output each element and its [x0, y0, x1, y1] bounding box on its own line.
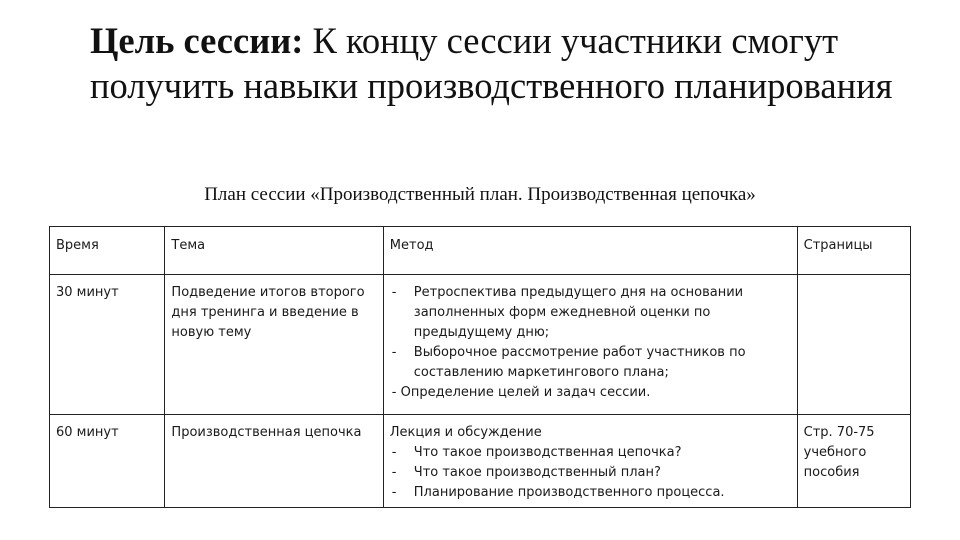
- method-item-text: - Определение целей и задач сессии.: [391, 385, 651, 400]
- table-row: [50, 415, 911, 508]
- method-item-text: Выборочное рассмотрение работ участников по составлению маркетингового плана;: [413, 345, 746, 380]
- table-row: [50, 275, 911, 415]
- table-header-row: [50, 227, 911, 275]
- row-topic: Производственная цепочка: [165, 415, 383, 508]
- row-method: [383, 415, 797, 508]
- row-topic: Подведение итогов второго дня тренинга и введение в новую тему: [165, 275, 383, 415]
- header-method: Метод: [383, 227, 797, 275]
- header-topic: Тема: [165, 227, 383, 275]
- header-time: Время: [50, 227, 165, 275]
- row-pages: [797, 275, 910, 415]
- row-method: [383, 275, 797, 415]
- method-list: [390, 443, 791, 503]
- method-item-text: Ретроспектива предыдущего дня на основании заполненных форм ежедневной оценки по предыдущему дню;: [413, 285, 744, 340]
- row-time: 60 минут: [50, 415, 165, 508]
- row-time: 30 минут: [50, 275, 165, 415]
- method-item: [390, 283, 791, 343]
- dash-marker: -: [391, 465, 397, 480]
- method-item-text: Что такое производственный план?: [413, 465, 661, 480]
- header-pages: Страницы: [797, 227, 910, 275]
- method-item-text: Что такое производственная цепочка?: [413, 445, 682, 460]
- session-plan-table: [49, 226, 911, 508]
- dash-marker: -: [391, 345, 397, 360]
- dash-marker: -: [391, 445, 397, 460]
- dash-marker: -: [391, 485, 397, 500]
- method-item: [390, 483, 791, 503]
- method-item: [390, 463, 791, 483]
- method-item-text: Планирование производственного процесса.: [413, 485, 725, 500]
- slide-title: [90, 18, 910, 108]
- method-item: [390, 343, 791, 383]
- method-list: [390, 283, 791, 403]
- method-item: [390, 383, 791, 403]
- method-item: [390, 443, 791, 463]
- method-intro: Лекция и обсуждение: [389, 425, 542, 440]
- dash-marker: -: [391, 285, 397, 300]
- title-text: К концу сессии участники смогут получить навыки производственного планирования: [90, 20, 893, 106]
- session-plan-subtitle: План сессии «Производственный план. Производственная цепочка»: [204, 184, 756, 205]
- row-pages: Стр. 70-75 учебного пособия: [797, 415, 910, 508]
- title-label: Цель сессии:: [90, 20, 304, 61]
